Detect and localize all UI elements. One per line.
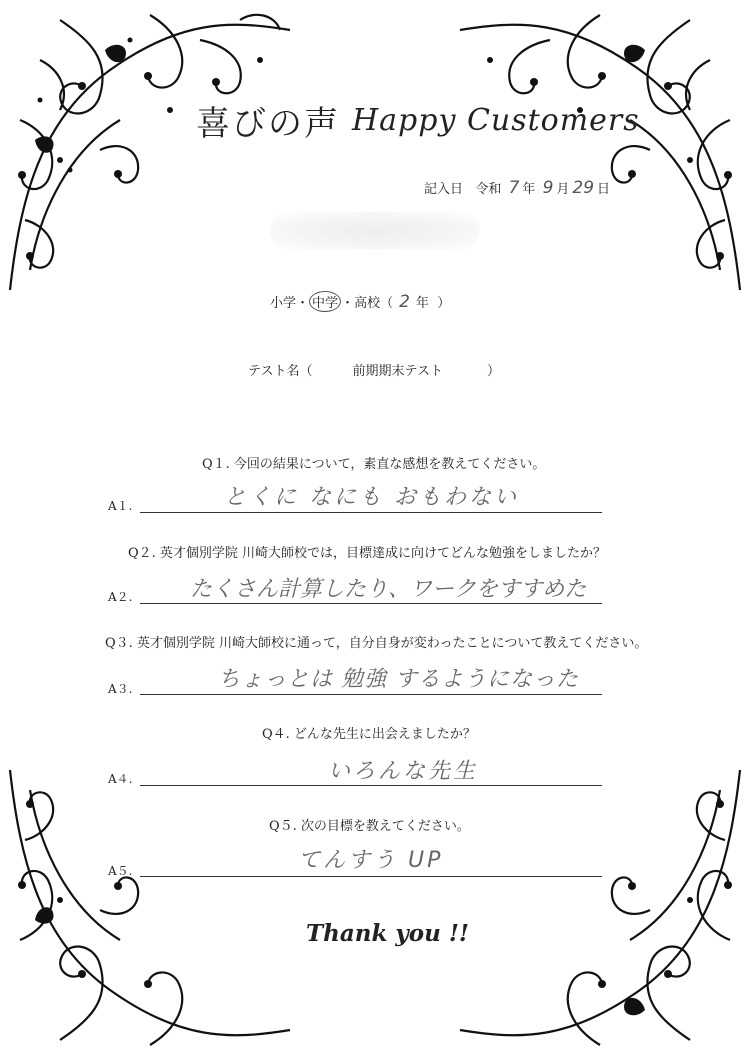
date-month-unit: 月 (556, 182, 570, 197)
answer-label-1: A１. (108, 499, 133, 513)
date-month: 9 (542, 178, 554, 198)
answer-label-4: A４. (108, 772, 133, 786)
answer-label-5: A５. (108, 864, 133, 878)
question-5: Q５. 次の目標を教えてください。 (269, 819, 470, 834)
answer-text-5: てんすう UP (298, 848, 444, 873)
date-year: 7 (508, 178, 520, 198)
test-close-paren: ） (486, 364, 500, 379)
question-1: Q１. 今回の結果について，素直な感想を教えてください。 (202, 457, 546, 472)
answer-line-1 (140, 512, 602, 513)
question-4: Q４. どんな先生に出会えましたか？ (262, 727, 476, 742)
test-label: テスト名（ (248, 364, 313, 379)
date-row (424, 178, 610, 198)
answer-text-4: いろんな先生 (328, 759, 479, 784)
question-3: Q３. 英才個別学院 川崎大師校に通って，自分自身が変わったことについて教えてください。 (105, 636, 648, 651)
page-title-en: Happy Customers (352, 103, 640, 138)
test-name: 前期期末テスト (352, 364, 443, 379)
grade-unit: 年 (415, 296, 429, 311)
answer-line-3 (140, 694, 602, 695)
school-junior-high-circled: 中学 (309, 291, 341, 312)
date-era: 令和 (475, 182, 502, 197)
test-row (248, 360, 500, 379)
corner-flourish-bottom-left (0, 760, 300, 1060)
date-day: 29 (572, 178, 595, 198)
corner-flourish-bottom-right (450, 760, 750, 1060)
school-dot-2: ・ (341, 296, 355, 311)
corner-flourish-top-left (0, 0, 300, 300)
answer-label-2: A２. (108, 590, 133, 604)
question-2: Q２. 英才個別学院 川崎大師校では，目標達成に向けてどんな勉強をしましたか？ (128, 546, 607, 561)
corner-flourish-top-right (450, 0, 750, 300)
answer-text-2: たくさん計算したり、ワークをすすめた (190, 577, 587, 602)
answer-label-3: A３. (108, 682, 133, 696)
answer-line-5 (140, 876, 602, 877)
date-day-unit: 日 (597, 182, 611, 197)
answer-line-2 (140, 603, 602, 604)
answer-line-4 (140, 785, 602, 786)
grade-value: 2 (399, 292, 410, 312)
grade-open-paren: （ (380, 296, 394, 311)
answer-text-3: ちょっとは 勉強 するようになった (218, 667, 579, 692)
thank-you-text: Thank you !! (306, 920, 470, 947)
school-elementary: 小学 (270, 296, 297, 311)
school-high: 高校 (354, 296, 381, 311)
page-title-jp: 喜びの声 (196, 104, 340, 144)
grade-close-paren: ） (437, 296, 451, 311)
redacted-name-area (270, 212, 480, 250)
date-year-unit: 年 (522, 182, 536, 197)
answer-text-1: とくに なにも おもわない (224, 485, 519, 510)
date-label: 記入日 (424, 182, 464, 197)
school-dot-1: ・ (296, 296, 310, 311)
school-row (270, 291, 450, 312)
